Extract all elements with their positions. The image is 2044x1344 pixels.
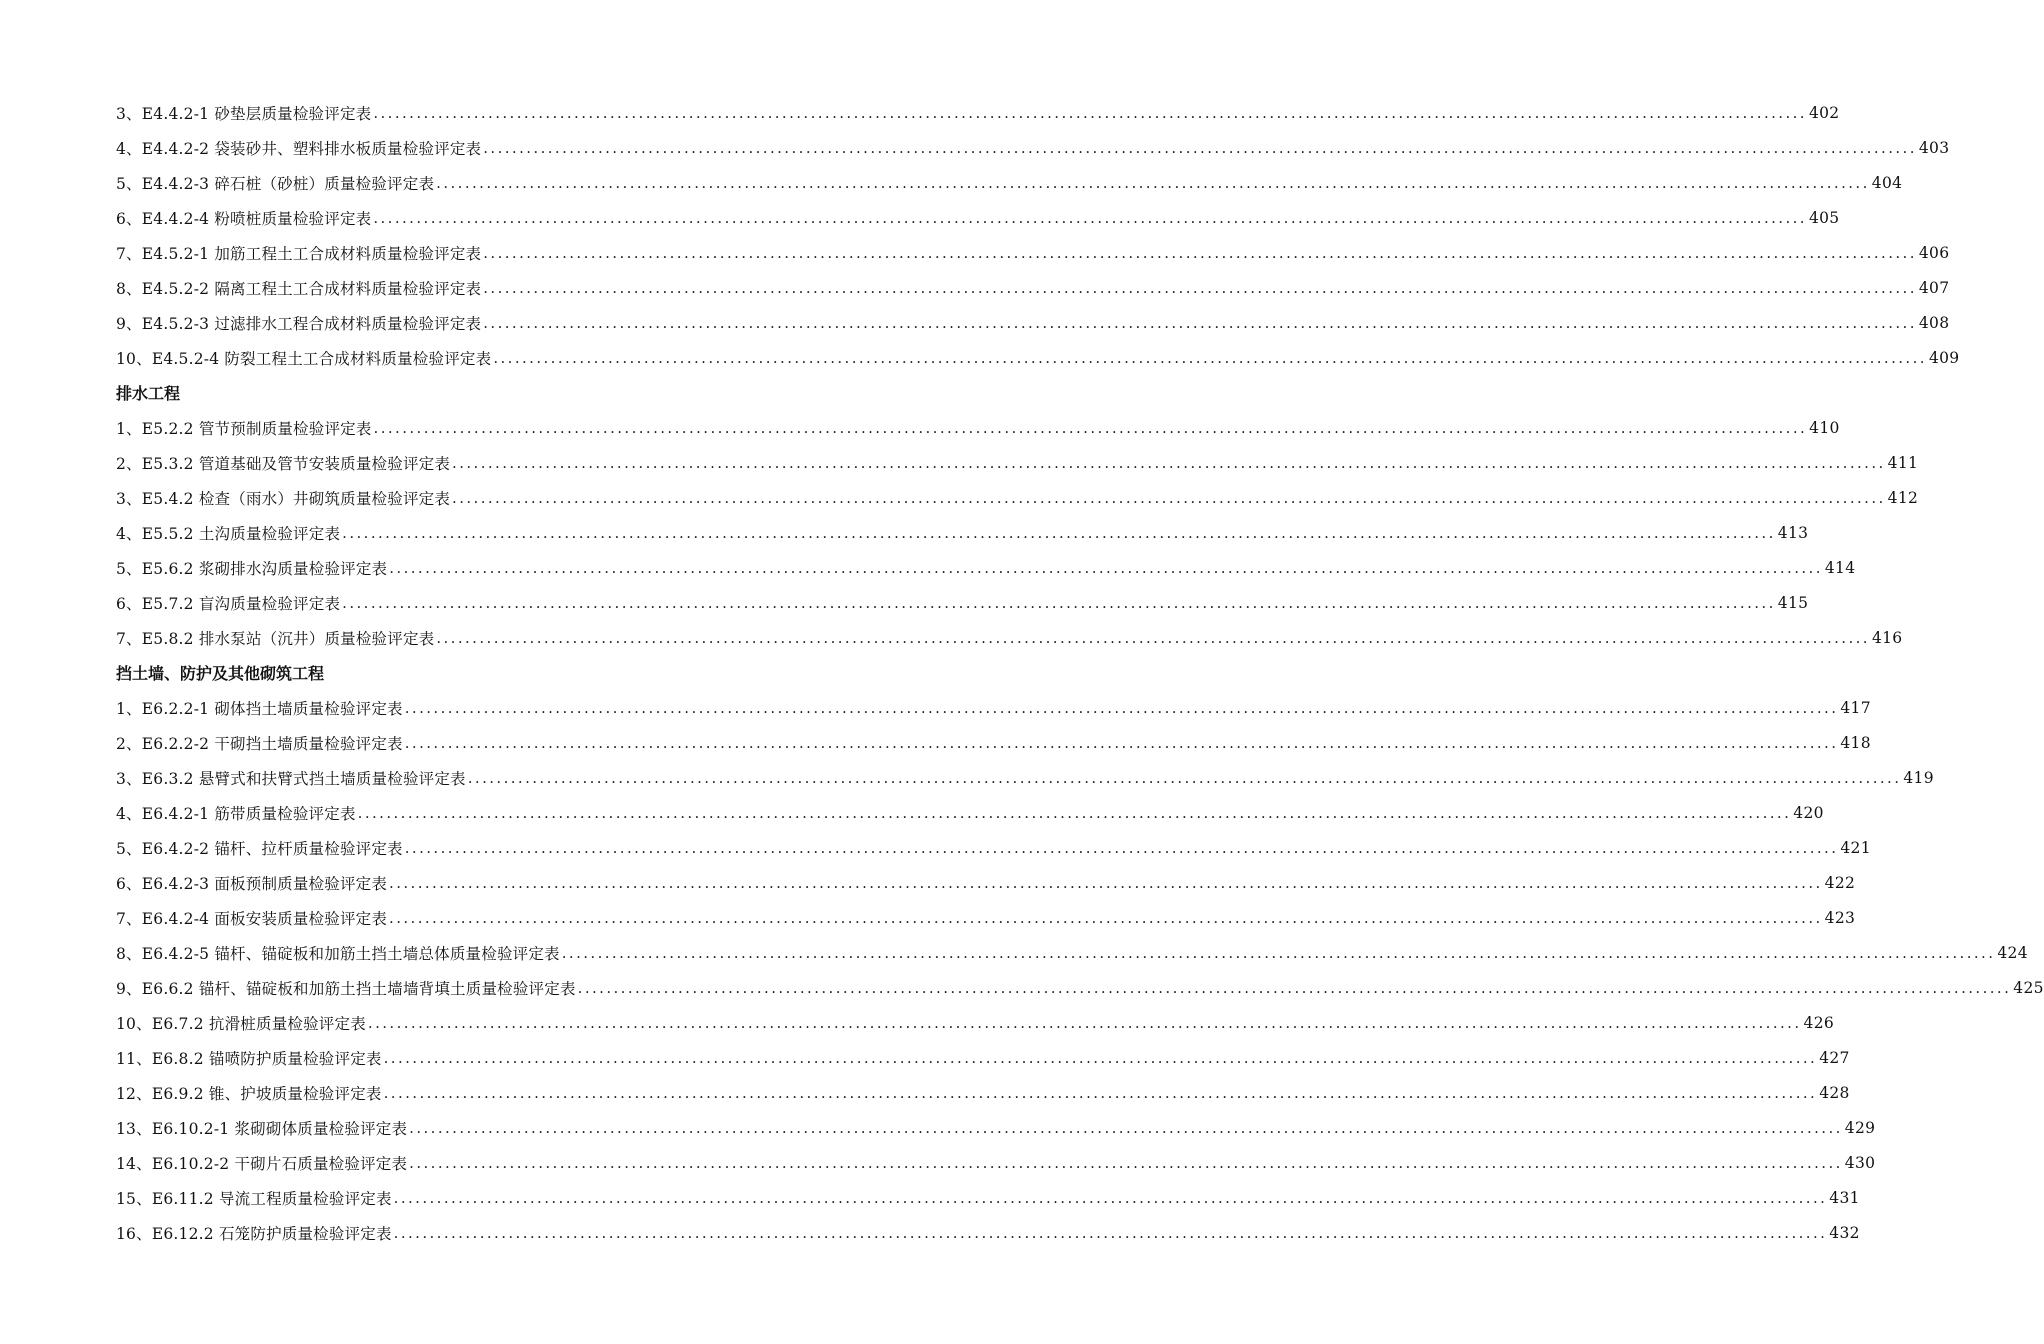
dot-leader: ........................................................................................................................................................................................................ (389, 873, 1823, 892)
dot-leader: ........................................................................................................................................................................................................ (367, 1013, 1802, 1032)
toc-page-number: 419 (1903, 768, 1934, 787)
dot-leader: ........................................................................................................................................................................................................ (389, 558, 1823, 577)
toc-entry[interactable] (116, 340, 1960, 375)
dot-leader: ........................................................................................................................................................................................................ (483, 138, 1917, 157)
toc-entry[interactable] (116, 795, 1824, 830)
dot-leader: ........................................................................................................................................................................................................ (467, 768, 1902, 787)
toc-entry[interactable] (116, 1180, 1860, 1215)
dot-leader: ........................................................................................................................................................................................................ (404, 838, 1839, 857)
toc-entry[interactable] (116, 515, 1809, 550)
dot-leader: ........................................................................................................................................................................................................ (373, 103, 1807, 122)
toc-entry-title: 8、E6.4.2-5 锚杆、锚碇板和加筋土挡土墙总体质量检验评定表 (116, 944, 560, 963)
toc-entry-title: 3、E4.4.2-1 砂垫层质量检验评定表 (116, 104, 372, 123)
toc-entry[interactable] (116, 410, 1840, 445)
toc-entry-title: 3、E5.4.2 检查（雨水）井砌筑质量检验评定表 (116, 489, 451, 508)
toc-entry[interactable] (116, 305, 1950, 340)
dot-leader: ........................................................................................................................................................................................................ (409, 1118, 1843, 1137)
toc-entry[interactable] (116, 1040, 1850, 1075)
dot-leader: ........................................................................................................................................................................................................ (436, 173, 1870, 192)
dot-leader: ........................................................................................................................................................................................................ (561, 943, 1996, 962)
dot-leader: ........................................................................................................................................................................................................ (393, 1188, 1828, 1207)
toc-entry[interactable] (116, 1145, 1876, 1180)
toc-entry[interactable] (116, 550, 1856, 585)
dot-leader: ........................................................................................................................................................................................................ (404, 698, 1839, 717)
toc-entry[interactable] (116, 270, 1950, 305)
toc-page-number: 410 (1809, 418, 1840, 437)
toc-entry-title: 5、E5.6.2 浆砌排水沟质量检验评定表 (116, 559, 388, 578)
toc-page-number: 430 (1844, 1153, 1876, 1172)
dot-leader: ........................................................................................................................................................................................................ (452, 488, 1886, 507)
toc-entry-title: 11、E6.8.2 锚喷防护质量检验评定表 (116, 1049, 382, 1068)
toc-page-number: 405 (1808, 208, 1840, 227)
dot-leader: ........................................................................................................................................................................................................ (483, 278, 1917, 297)
dot-leader: ........................................................................................................................................................................................................ (373, 208, 1807, 227)
toc-entry-title: 5、E4.4.2-3 碎石桩（砂桩）质量检验评定表 (116, 174, 435, 193)
toc-entry-title: 7、E4.5.2-1 加筋工程土工合成材料质量检验评定表 (116, 244, 482, 263)
toc-entry[interactable] (116, 200, 1840, 235)
toc-page-number: 416 (1871, 628, 1903, 647)
toc-entry-title: 14、E6.10.2-2 干砌片石质量检验评定表 (116, 1154, 408, 1173)
dot-leader: ........................................................................................................................................................................................................ (393, 1223, 1828, 1242)
toc-entry[interactable] (116, 935, 2028, 970)
toc-page-number: 418 (1840, 733, 1871, 752)
dot-leader: ........................................................................................................................................................................................................ (436, 628, 1870, 647)
toc-entry-title: 5、E6.4.2-2 锚杆、拉杆质量检验评定表 (116, 839, 403, 858)
toc-entry-title: 16、E6.12.2 石笼防护质量检验评定表 (116, 1224, 392, 1243)
toc-entry-title: 4、E6.4.2-1 筋带质量检验评定表 (116, 804, 356, 823)
toc-page-number: 403 (1918, 138, 1950, 157)
toc-entry-title: 7、E6.4.2-4 面板安装质量检验评定表 (116, 909, 388, 928)
toc-page-number: 421 (1840, 838, 1871, 857)
toc-entry-title: 10、E4.5.2-4 防裂工程土工合成材料质量检验评定表 (116, 349, 492, 368)
table-of-contents (116, 95, 2044, 1250)
dot-leader: ........................................................................................................................................................................................................ (483, 243, 1917, 262)
toc-entry[interactable] (116, 130, 1950, 165)
toc-entry-title: 6、E5.7.2 盲沟质量检验评定表 (116, 594, 341, 613)
toc-entry-title: 2、E6.2.2-2 干砌挡土墙质量检验评定表 (116, 734, 403, 753)
toc-entry[interactable] (116, 1215, 1860, 1250)
toc-page-number: 404 (1871, 173, 1903, 192)
toc-page-number: 420 (1793, 803, 1824, 822)
toc-page-number: 409 (1928, 348, 1960, 367)
toc-page-number: 426 (1803, 1013, 1835, 1032)
toc-page-number: 425 (2013, 978, 2044, 997)
dot-leader: ........................................................................................................................................................................................................ (389, 908, 1823, 927)
toc-entry-title: 9、E4.5.2-3 过滤排水工程合成材料质量检验评定表 (116, 314, 482, 333)
toc-entry-title: 1、E6.2.2-1 砌体挡土墙质量检验评定表 (116, 699, 403, 718)
toc-page-number: 408 (1918, 313, 1950, 332)
toc-entry[interactable] (116, 165, 1903, 200)
dot-leader: ........................................................................................................................................................................................................ (383, 1048, 1818, 1067)
toc-entry[interactable] (116, 445, 1919, 480)
section-heading: 挡土墙、防护及其他砌筑工程 (116, 664, 325, 683)
dot-leader: ........................................................................................................................................................................................................ (357, 803, 1792, 822)
dot-leader: ........................................................................................................................................................................................................ (452, 453, 1886, 472)
toc-page-number: 413 (1777, 523, 1809, 542)
toc-entry-title: 15、E6.11.2 导流工程质量检验评定表 (116, 1189, 392, 1208)
toc-page-number: 412 (1887, 488, 1919, 507)
toc-page-number: 423 (1824, 908, 1856, 927)
toc-entry-title: 13、E6.10.2-1 浆砌砌体质量检验评定表 (116, 1119, 408, 1138)
toc-entry[interactable] (116, 1005, 1835, 1040)
toc-entry-title: 3、E6.3.2 悬臂式和扶臂式挡土墙质量检验评定表 (116, 769, 466, 788)
toc-entry-title: 7、E5.8.2 排水泵站（沉井）质量检验评定表 (116, 629, 435, 648)
toc-entry-title: 4、E5.5.2 土沟质量检验评定表 (116, 524, 341, 543)
toc-entry[interactable] (116, 900, 1856, 935)
dot-leader: ........................................................................................................................................................................................................ (404, 733, 1839, 752)
toc-page-number: 424 (1997, 943, 2028, 962)
toc-page-number: 406 (1918, 243, 1950, 262)
toc-entry-title: 1、E5.2.2 管节预制质量检验评定表 (116, 419, 372, 438)
toc-entry-title: 12、E6.9.2 锥、护坡质量检验评定表 (116, 1084, 382, 1103)
toc-entry[interactable] (116, 760, 1934, 795)
toc-entry[interactable] (116, 690, 1871, 725)
dot-leader: ........................................................................................................................................................................................................ (493, 348, 1927, 367)
toc-entry-title: 6、E4.4.2-4 粉喷桩质量检验评定表 (116, 209, 372, 228)
toc-entry[interactable] (116, 235, 1950, 270)
dot-leader: ........................................................................................................................................................................................................ (409, 1153, 1843, 1172)
toc-page-number: 402 (1808, 103, 1840, 122)
toc-entry-title: 2、E5.3.2 管道基础及管节安装质量检验评定表 (116, 454, 451, 473)
dot-leader: ........................................................................................................................................................................................................ (373, 418, 1808, 437)
toc-entry[interactable] (116, 1110, 1876, 1145)
dot-leader: ........................................................................................................................................................................................................ (342, 523, 1776, 542)
toc-page-number: 415 (1777, 593, 1809, 612)
toc-entry[interactable] (116, 725, 1871, 760)
dot-leader: ........................................................................................................................................................................................................ (342, 593, 1776, 612)
toc-page-number: 431 (1829, 1188, 1860, 1207)
section-heading: 排水工程 (116, 384, 181, 403)
toc-page-number: 414 (1824, 558, 1856, 577)
toc-page-number: 427 (1819, 1048, 1850, 1067)
toc-page-number: 417 (1840, 698, 1871, 717)
toc-entry[interactable] (116, 865, 1856, 900)
toc-entry[interactable] (116, 95, 1840, 130)
dot-leader: ........................................................................................................................................................................................................ (483, 313, 1917, 332)
toc-entry-title: 10、E6.7.2 抗滑桩质量检验评定表 (116, 1014, 366, 1033)
toc-entry[interactable] (116, 1075, 1850, 1110)
toc-entry[interactable] (116, 585, 1809, 620)
toc-page-number: 411 (1887, 453, 1919, 472)
dot-leader: ........................................................................................................................................................................................................ (383, 1083, 1818, 1102)
toc-entry-title: 6、E6.4.2-3 面板预制质量检验评定表 (116, 874, 388, 893)
toc-entry[interactable] (116, 970, 2044, 1005)
toc-page-number: 428 (1819, 1083, 1850, 1102)
toc-page-number: 429 (1844, 1118, 1876, 1137)
toc-entry[interactable] (116, 830, 1871, 865)
toc-entry-title: 4、E4.4.2-2 袋装砂井、塑料排水板质量检验评定表 (116, 139, 482, 158)
toc-page-number: 432 (1829, 1223, 1860, 1242)
toc-entry[interactable] (116, 480, 1919, 515)
toc-entry-title: 8、E4.5.2-2 隔离工程土工合成材料质量检验评定表 (116, 279, 482, 298)
toc-entry-title: 9、E6.6.2 锚杆、锚碇板和加筋土挡土墙墙背填土质量检验评定表 (116, 979, 576, 998)
toc-page-number: 407 (1918, 278, 1950, 297)
toc-entry[interactable] (116, 620, 1903, 655)
toc-page-number: 422 (1824, 873, 1856, 892)
dot-leader: ........................................................................................................................................................................................................ (577, 978, 2012, 997)
